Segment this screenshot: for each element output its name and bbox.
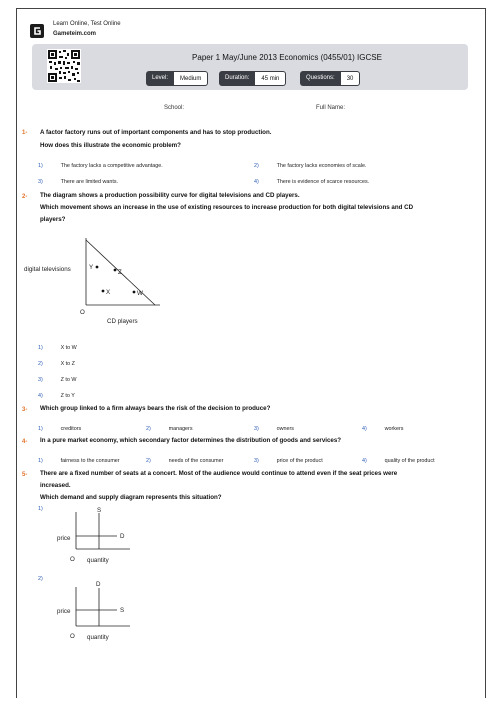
q2-option-3[interactable]: 3) Z to W (38, 377, 77, 383)
ppc-y-label: digital televisions (24, 266, 71, 273)
q5-option-1-diagram[interactable] (50, 502, 140, 566)
ppc-diagram (20, 228, 180, 328)
school-label: School: (164, 105, 185, 111)
point-y (96, 266, 99, 269)
q2-number: 2- (22, 194, 28, 200)
q5-option-2-number[interactable]: 2) (38, 576, 43, 582)
q1-option-4[interactable]: 4) There is evidence of scarce resources. (254, 179, 370, 185)
q1-option-3[interactable]: 3) There are limited wants. (38, 179, 119, 185)
price-label: price (57, 535, 71, 542)
q5-option-1-number[interactable]: 1) (38, 506, 43, 512)
q4-option-4[interactable]: 4) quality of the product (362, 458, 435, 464)
q5-text-cont: increased. (40, 482, 71, 489)
q3-text: Which group linked to a firm always bears the risk of the decision to produce? (40, 405, 271, 412)
q2-subtext: Which movement shows an increase in the use of existing resources to increase production for both digital televisions and CD (40, 204, 414, 211)
q1-text: A factor factory runs out of important components and has to stop production. (40, 129, 272, 136)
supply-label: S (97, 507, 102, 514)
brand-site: Gameteim.com (53, 31, 97, 37)
q1-option-2[interactable]: 2) The factory lacks economies of scale. (254, 163, 367, 169)
q5-option-2-diagram[interactable] (50, 577, 140, 643)
q3-number: 3- (22, 407, 28, 413)
label-y: Y (89, 264, 94, 271)
q4-option-3[interactable]: 3) price of the product (254, 458, 323, 464)
level-label: Level: (146, 71, 174, 86)
level-badge (146, 71, 208, 86)
quantity-label: quantity (87, 557, 109, 564)
questions-label: Questions: (300, 71, 341, 86)
demand-label: D (120, 533, 125, 540)
q2-option-4[interactable]: 4) Z to Y (38, 393, 75, 399)
level-value: Medium (174, 71, 208, 86)
ppc-x-label: CD players (107, 318, 138, 325)
duration-value: 45 min (255, 71, 286, 86)
paper-title: Paper 1 May/June 2013 Economics (0455/01) IGCSE (192, 53, 382, 62)
price-label: price (57, 608, 71, 615)
duration-badge (219, 71, 286, 86)
q3-option-4[interactable]: 4) workers (362, 426, 404, 432)
questions-badge (300, 71, 360, 86)
point-w (133, 291, 136, 294)
q4-text: In a pure market economy, which secondary factor determines the distribution of goods and services? (40, 437, 342, 444)
label-z: Z (118, 269, 122, 276)
quantity-label: quantity (87, 634, 109, 641)
q4-option-2[interactable]: 2) needs of the consumer (146, 458, 224, 464)
duration-label: Duration: (219, 71, 255, 86)
ppc-origin: O (80, 309, 85, 316)
origin-label: O (70, 633, 75, 640)
point-z (114, 269, 117, 272)
q3-option-1[interactable]: 1) creditors (38, 426, 82, 432)
q2-option-2[interactable]: 2) X to Z (38, 361, 75, 367)
q5-number: 5- (22, 472, 28, 478)
q1-number: 1- (22, 130, 28, 136)
q5-subtext: Which demand and supply diagram represents this situation? (40, 494, 222, 501)
q3-option-2[interactable]: 2) managers (146, 426, 193, 432)
gameteim-logo-icon (30, 24, 44, 38)
q1-option-1[interactable]: 1) The factory lacks a competitive advantage. (38, 163, 163, 169)
brand-tagline: Learn Online, Test Online (53, 21, 121, 27)
q2-option-1[interactable]: 1) X to W (38, 345, 77, 351)
demand-label: D (96, 581, 101, 588)
q1-subtext: How does this illustrate the economic problem? (40, 142, 181, 149)
q4-option-1[interactable]: 1) fairness to the consumer (38, 458, 120, 464)
questions-value: 30 (341, 71, 361, 86)
q2-text: The diagram shows a production possibility curve for digital televisions and CD players. (40, 192, 300, 199)
full-name-label: Full Name: (316, 105, 346, 111)
label-w: W (137, 290, 143, 297)
point-x (102, 290, 105, 293)
q5-text: There are a fixed number of seats at a concert. Most of the audience would continue to attend even if the seat prices were (40, 470, 398, 477)
label-x: X (106, 289, 111, 296)
origin-label: O (70, 556, 75, 563)
supply-label: S (120, 607, 125, 614)
q3-option-3[interactable]: 3) owners (254, 426, 294, 432)
q4-number: 4- (22, 439, 28, 445)
q2-subtext-cont: players? (40, 216, 66, 223)
